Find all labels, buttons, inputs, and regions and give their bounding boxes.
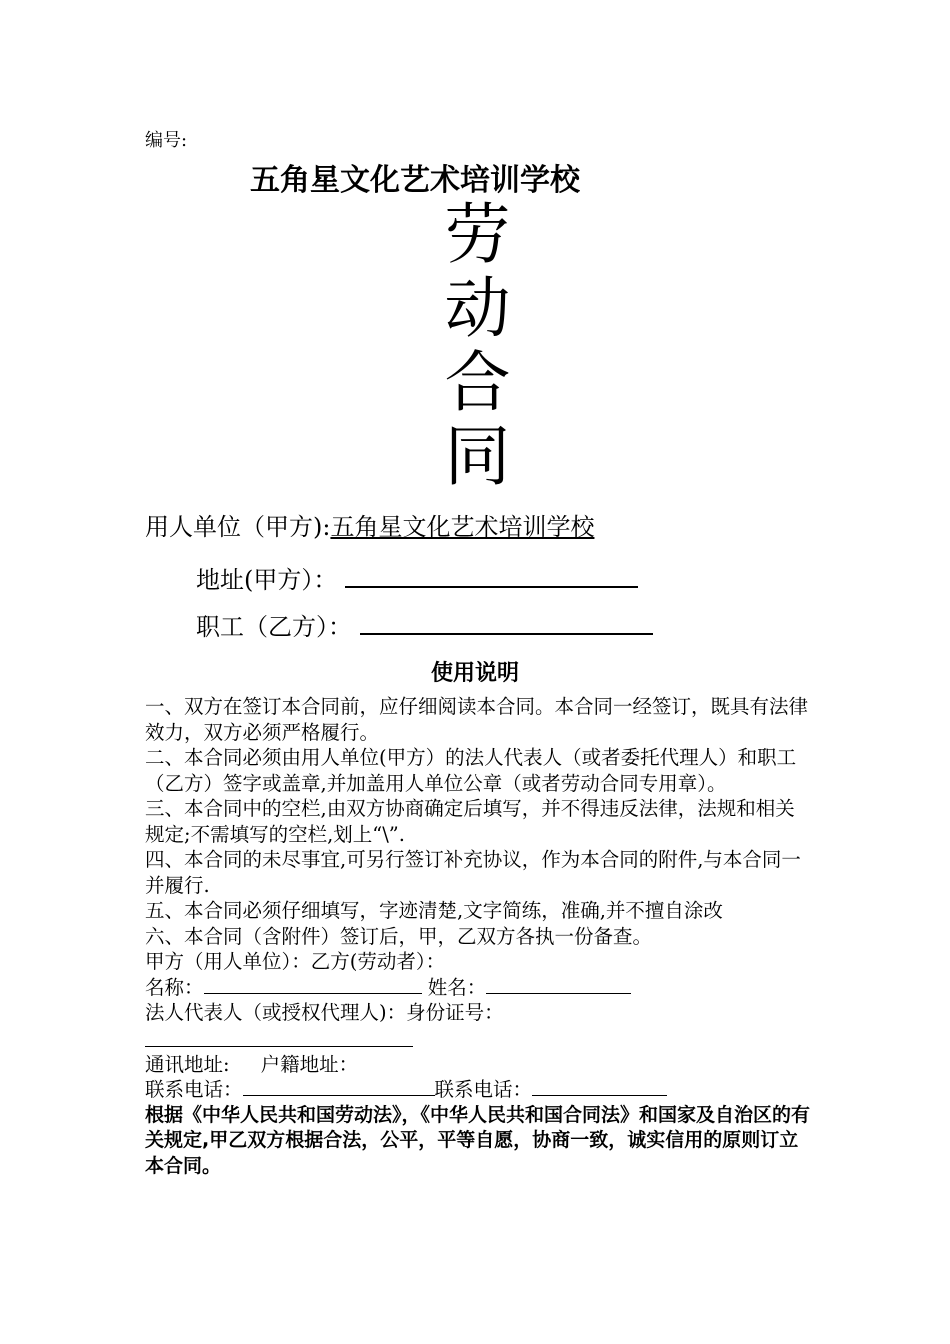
id-number-blank[interactable] bbox=[145, 1026, 413, 1047]
employer-line bbox=[145, 507, 594, 542]
address-blank[interactable] bbox=[345, 564, 638, 588]
person-name-blank[interactable] bbox=[486, 975, 631, 994]
rep-line: 法人代表人（或授权代理人)：身份证号： bbox=[145, 1001, 504, 1024]
staff-label: 职工（乙方）： bbox=[196, 613, 352, 641]
party-line: 甲方（用人单位）：乙方(劳动者）： bbox=[145, 950, 446, 973]
usage-item: 四、本合同的未尽事宜,可另行签订补充协议，作为本合同的附件,与本合同一并履行. bbox=[145, 848, 801, 897]
employer-label: 用人单位（甲方): bbox=[145, 513, 331, 541]
phone-label-2: 联系电话： bbox=[434, 1078, 533, 1101]
phone-line bbox=[145, 1077, 810, 1103]
title-char: 同 bbox=[444, 418, 511, 495]
usage-body bbox=[145, 694, 810, 1179]
usage-item: 三、本合同中的空栏,由双方协商确定后填写，并不得违反法律，法规和相关规定;不需填写的空栏,划上“\”. bbox=[145, 797, 795, 846]
staff-line bbox=[196, 607, 653, 642]
phone-blank-2[interactable] bbox=[532, 1077, 667, 1096]
address-line bbox=[196, 560, 638, 595]
school-name-heading: 五角星文化艺术培训学校 bbox=[250, 163, 580, 198]
name-label: 名称： bbox=[145, 975, 204, 999]
name-line bbox=[145, 975, 810, 1001]
mail-line bbox=[145, 1052, 810, 1078]
preamble-paragraph: 根据《中华人民共和国劳动法》，《中华人民共和国合同法》和国家及自治区的有关规定,甲乙双方根据合法，公平，平等自愿，协商一致，诚实信用的原则订立本合同。 bbox=[145, 1103, 811, 1177]
staff-blank[interactable] bbox=[360, 611, 653, 635]
phone-blank-1[interactable] bbox=[243, 1077, 435, 1096]
usage-title: 使用说明 bbox=[430, 661, 519, 686]
name-blank[interactable] bbox=[204, 975, 422, 994]
title-char: 劳 bbox=[444, 196, 511, 273]
employer-value: 五角星文化艺术培训学校 bbox=[330, 513, 595, 541]
person-name-label: 姓名： bbox=[427, 975, 487, 999]
usage-item: 二、本合同必须由用人单位(甲方）的法人代表人（或者委托代理人）和职工（乙方）签字或盖章,并加盖用人单位公章（或者劳动合同专用章）。 bbox=[145, 746, 797, 795]
address-label: 地址(甲方）： bbox=[196, 566, 338, 594]
usage-item: 六、本合同（含附件）签订后，甲，乙双方各执一份备查。 bbox=[145, 924, 653, 948]
title-char: 动 bbox=[444, 270, 511, 347]
document-number-label: 编号: bbox=[145, 130, 188, 151]
usage-item: 一、双方在签订本合同前，应仔细阅读本合同。本合同一经签订，既具有法律效力，双方必须严格履行。 bbox=[145, 695, 809, 744]
household-label: 户籍地址： bbox=[260, 1052, 359, 1076]
phone-label-1: 联系电话： bbox=[145, 1078, 243, 1101]
usage-item: 五、本合同必须仔细填写，字迹清楚,文字简练，准确,并不擅自涂改 bbox=[145, 899, 723, 922]
mail-label: 通讯地址: bbox=[145, 1052, 230, 1076]
title-char: 合 bbox=[444, 344, 511, 421]
contract-title bbox=[440, 198, 515, 494]
